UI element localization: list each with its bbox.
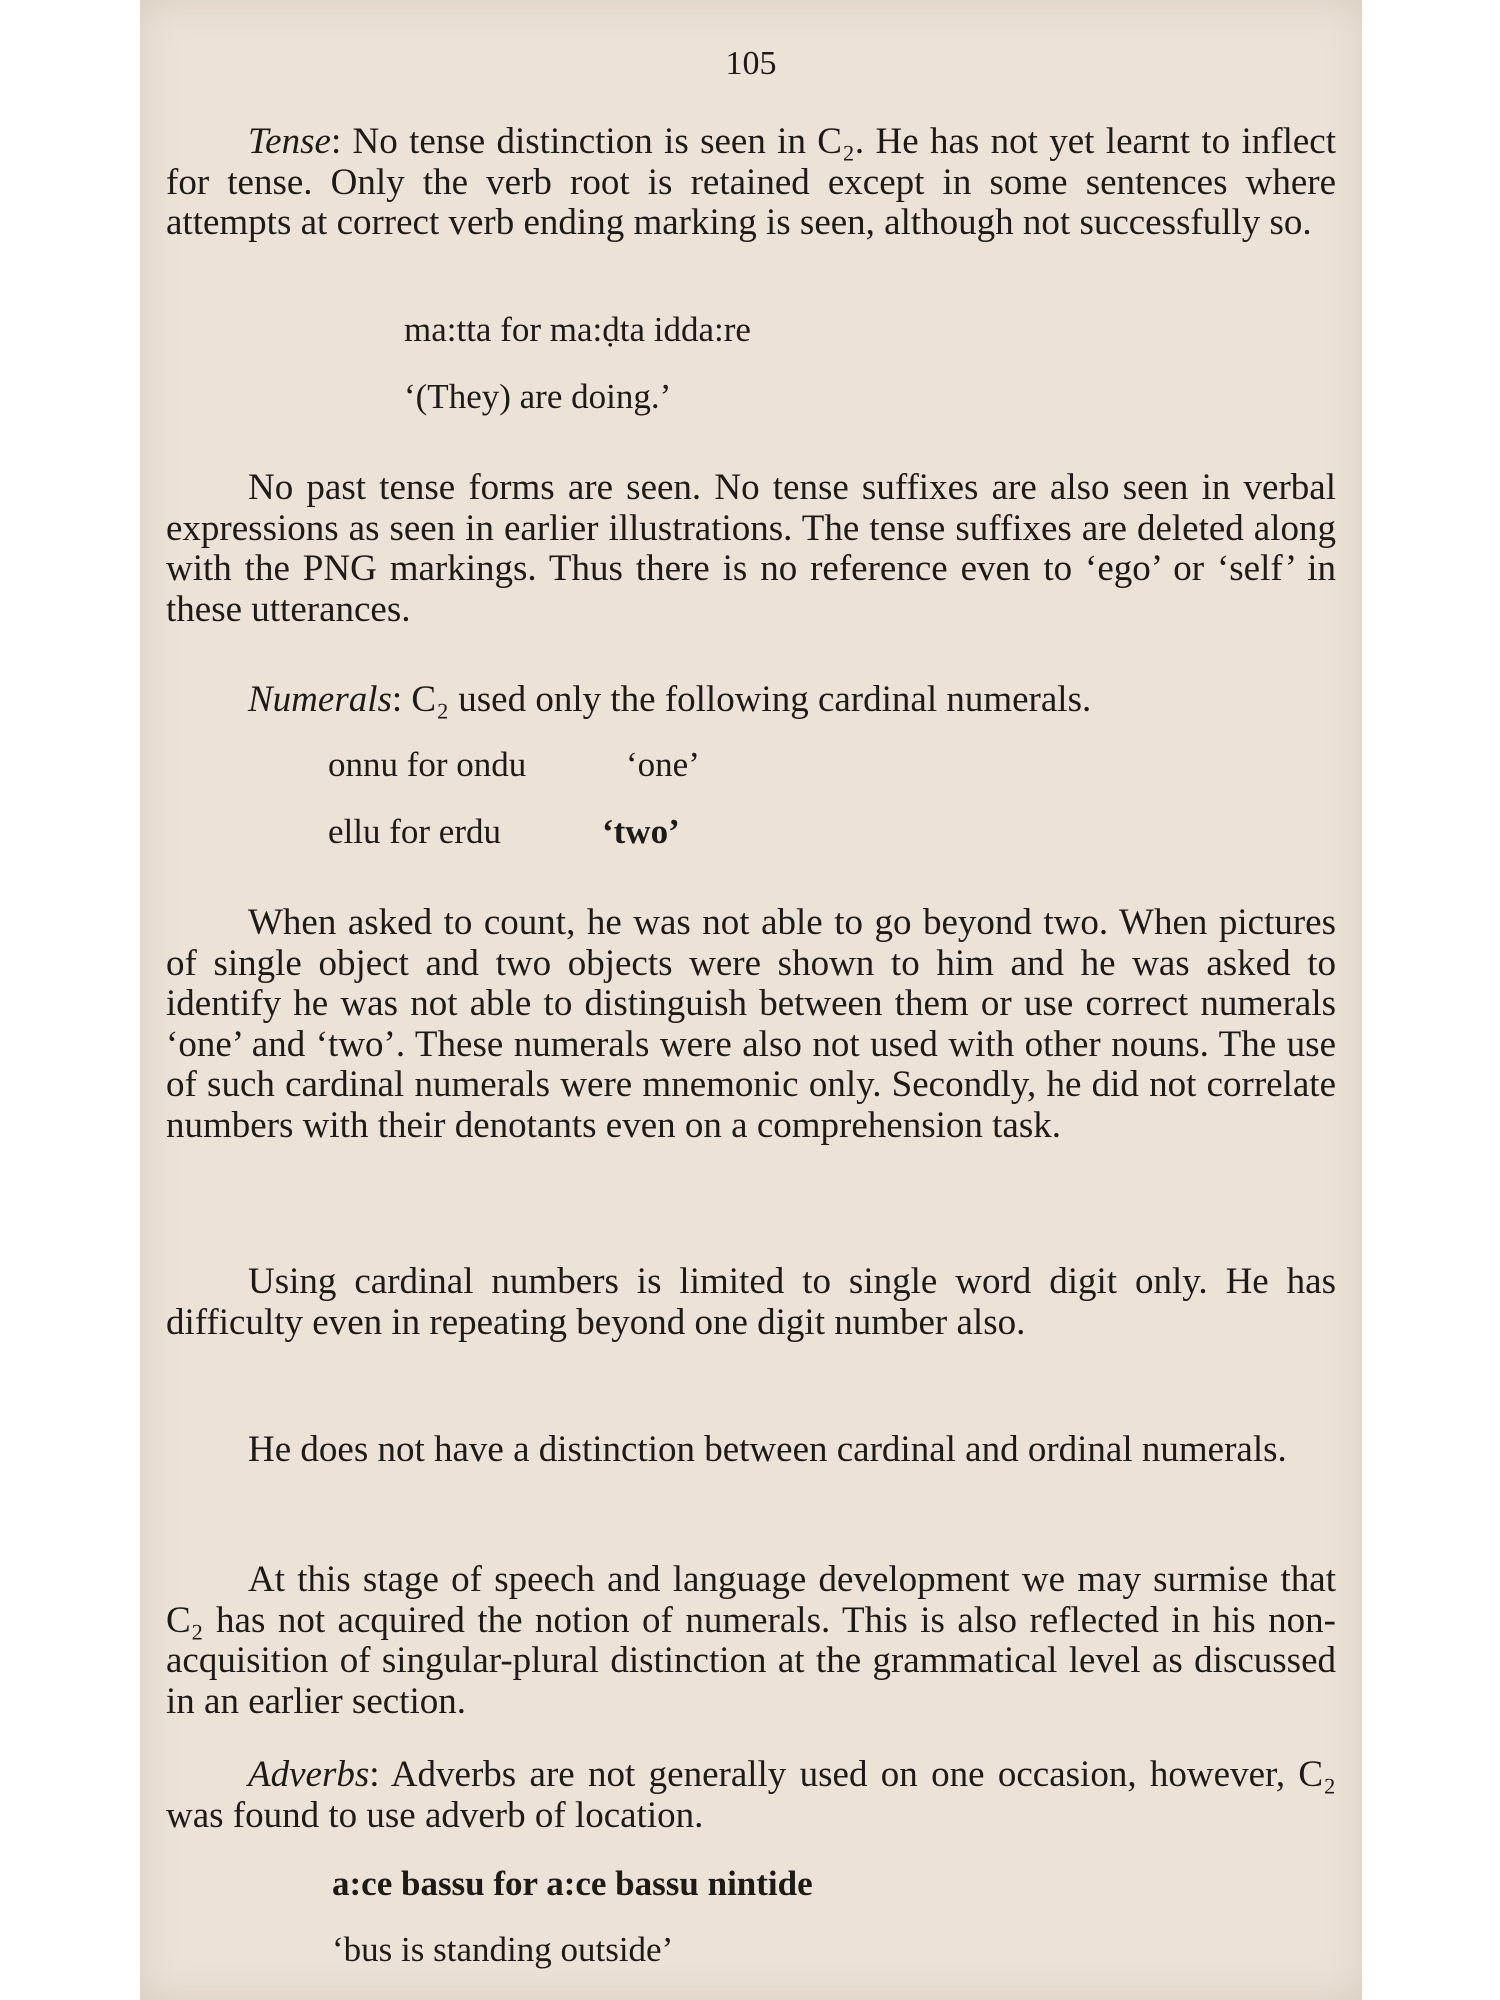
tense-text: : No tense distinction is seen in C₂. He has not yet learnt to inflect for tense. Only the verb root is retained except in some sentences where attempts at correct verb ending marking is seen, although not successfully so. [166, 121, 1336, 243]
ordinal-paragraph: He does not have a distinction between cardinal and ordinal numerals. [248, 1429, 1287, 1470]
numerals-text: : C₂ used only the following cardinal numerals. [391, 679, 1092, 720]
numeral-gloss-one: ‘one’ [626, 745, 700, 784]
tense-example-gloss: ‘(They) are doing.’ [404, 377, 672, 416]
tense-label: Tense [248, 121, 331, 162]
numerals-label: Numerals [248, 679, 392, 720]
tense-example-line: ma:tta for ma:ḍta idda:re [404, 310, 751, 349]
numeral-example-one: onnu for ondu [328, 745, 527, 784]
numerals-paragraph [166, 680, 1336, 721]
adverbs-paragraph [166, 1755, 1336, 1836]
stage-paragraph: At this stage of speech and language development we may surmise that C₂ has not acquired the notion of numerals. This is also reflected in his non-acquisition of singular-plural distinction at the grammatical level as discussed in an earlier section. [166, 1559, 1336, 1722]
numeral-gloss-two: ‘two’ [602, 812, 680, 851]
adverb-example-line: a:ce bassu for a:ce bassu nintide [332, 1864, 813, 1903]
tense-paragraph [166, 122, 1336, 244]
past-tense-paragraph: No past tense forms are seen. No tense suffixes are also seen in verbal expressions as seen in earlier illustrations. The tense suffixes are deleted along with the PNG markings. Thus there is no reference even to ‘ego’ or ‘self’ in these utterances. [166, 467, 1336, 630]
numeral-example-two: ellu for erdu [328, 812, 501, 851]
book-page [140, 0, 1362, 2000]
page-number: 105 [725, 45, 777, 82]
adverb-example-gloss: ‘bus is standing outside’ [332, 1930, 674, 1969]
adverbs-text: : Adverbs are not generally used on one occasion, however, C₂ was found to use adverb of location. [166, 1754, 1336, 1836]
adverbs-label: Adverbs [248, 1754, 370, 1795]
count-paragraph: When asked to count, he was not able to go beyond two. When pictures of single object and two objects were shown to him and he was asked to identify he was not able to distinguish between them or use correct numerals ‘one’ and ‘two’. These numerals were also not used with other nouns. The use of such cardinal numerals were mnemonic only. Secondly, he did not correlate numbers with their denotants even on a comprehension task. [166, 902, 1336, 1146]
digit-paragraph: Using cardinal numbers is limited to single word digit only. He has difficulty even in repeating beyond one digit number also. [166, 1261, 1336, 1343]
